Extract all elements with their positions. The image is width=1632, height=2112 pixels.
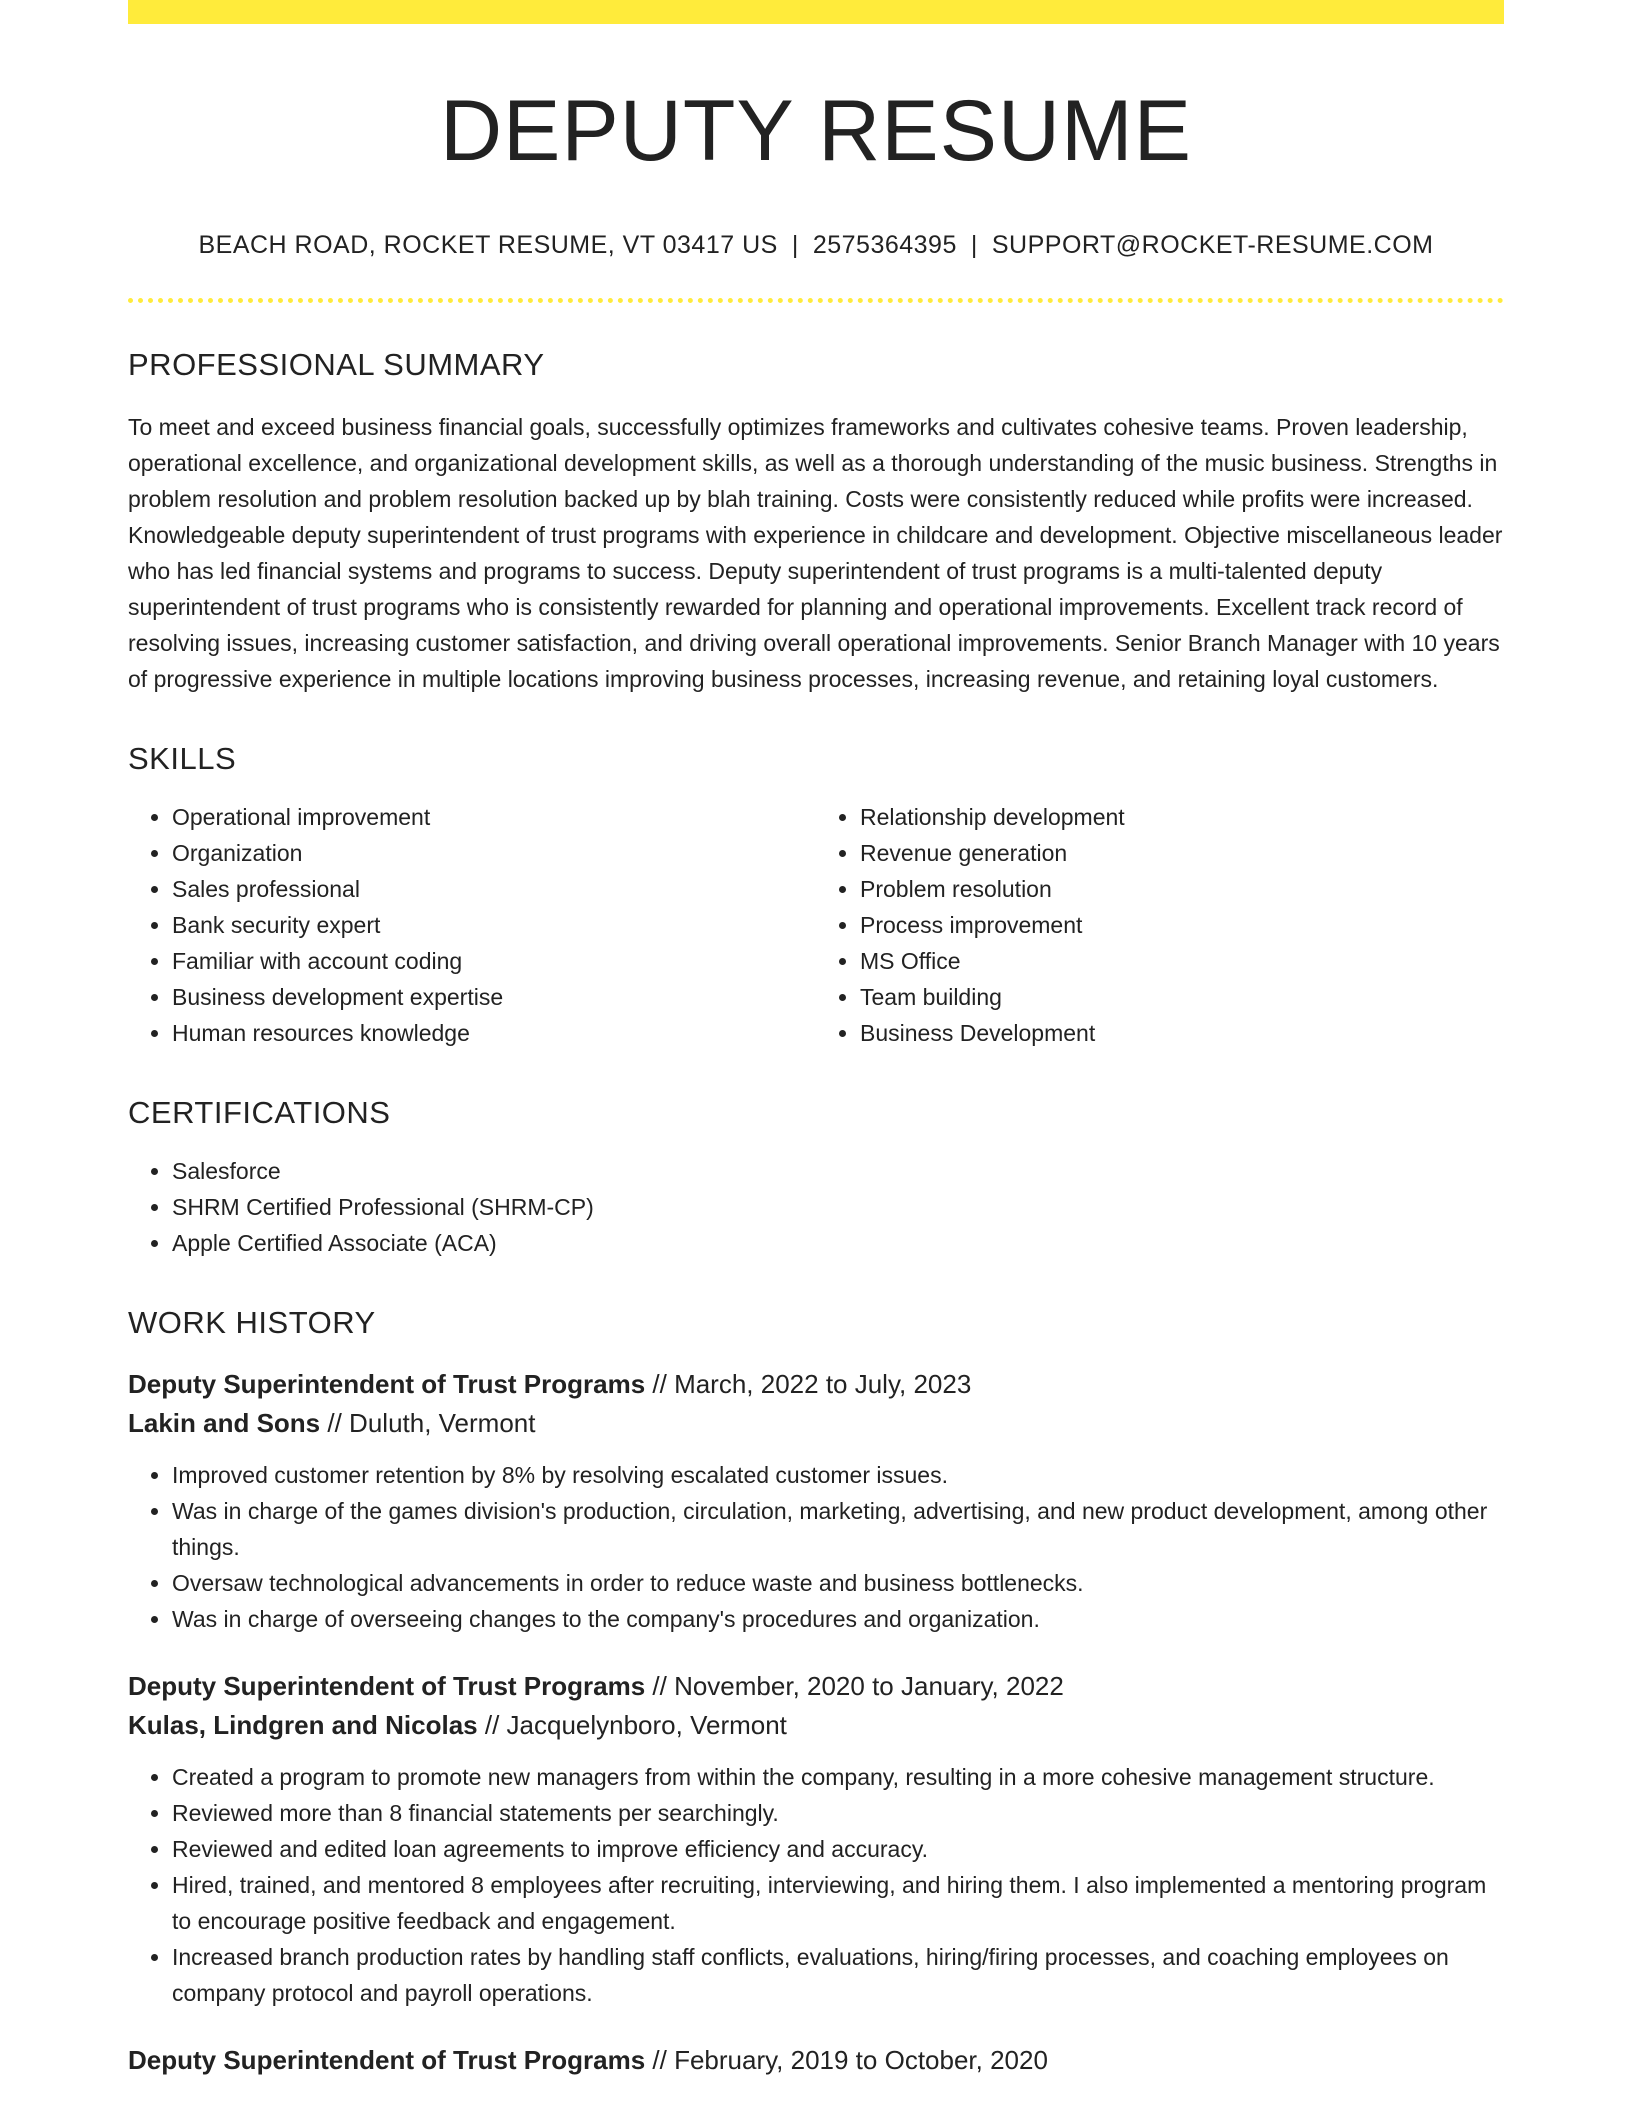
job-role: Deputy Superintendent of Trust Programs (128, 2044, 646, 2075)
skill-item: • Bank security expert (172, 907, 816, 943)
skill-item: • MS Office (860, 943, 1504, 979)
job-company-line (128, 1404, 1504, 1443)
job-role: Deputy Superintendent of Trust Programs (128, 1670, 646, 1701)
job-bullet: • Reviewed more than 8 financial statements per searchingly. (172, 1795, 1504, 1831)
job-entry (128, 1667, 1504, 2011)
resume-name: DEPUTY RESUME (439, 83, 1193, 179)
job-company: Kulas, Lindgren and Nicolas (128, 1709, 478, 1740)
skills-section (128, 741, 1504, 1051)
certification-item: • Salesforce (172, 1153, 1504, 1189)
job-bullet: • Created a program to promote new managers from within the company, resulting in a more cohesive management structure. (172, 1759, 1504, 1795)
contact-phone: 2575364395 (812, 230, 957, 259)
top-accent-bar (128, 0, 1504, 24)
job-entry (128, 2041, 1504, 2080)
job-role-line (128, 1667, 1504, 1706)
certification-item: • SHRM Certified Professional (SHRM-CP) (172, 1189, 1504, 1225)
summary-title: PROFESSIONAL SUMMARY (128, 346, 545, 382)
skills-title: SKILLS (128, 740, 237, 776)
contact-email: SUPPORT@ROCKET-RESUME.COM (991, 230, 1434, 259)
certifications-list (128, 1153, 1504, 1261)
skill-item: • Human resources knowledge (172, 1015, 816, 1051)
job-bullet: • Improved customer retention by 8% by resolving escalated customer issues. (172, 1457, 1504, 1493)
skill-item: • Process improvement (860, 907, 1504, 943)
contact-separator: | (791, 230, 799, 259)
job-role-line (128, 1365, 1504, 1404)
dotted-divider (128, 298, 1504, 303)
certification-item: • Apple Certified Associate (ACA) (172, 1225, 1504, 1261)
job-role: Deputy Superintendent of Trust Programs (128, 1368, 646, 1399)
skill-item: • Problem resolution (860, 871, 1504, 907)
skill-item: • Sales professional (172, 871, 816, 907)
job-bullet: • Was in charge of overseeing changes to the company's procedures and organization. (172, 1601, 1504, 1637)
job-dates: // November, 2020 to January, 2022 (645, 1670, 1064, 1701)
skills-list-left (128, 799, 816, 1051)
contact-separator: | (970, 230, 978, 259)
resume-page (128, 0, 1504, 2080)
skills-grid (128, 799, 1504, 1051)
job-bullet: • Increased branch production rates by handling staff conflicts, evaluations, hiring/firing processes, and coaching employees on company protocol and payroll operations. (172, 1939, 1504, 2011)
skill-item: • Team building (860, 979, 1504, 1015)
skill-item: • Operational improvement (172, 799, 816, 835)
job-bullets (128, 1759, 1504, 2011)
skills-list-right (816, 799, 1504, 1051)
summary-section (128, 347, 1504, 697)
certifications-title: CERTIFICATIONS (128, 1094, 391, 1130)
skill-item: • Relationship development (860, 799, 1504, 835)
job-bullets (128, 1457, 1504, 1637)
job-entry (128, 1365, 1504, 1637)
skill-item: • Familiar with account coding (172, 943, 816, 979)
job-bullet: • Was in charge of the games division's production, circulation, marketing, advertising, and new product development, among other things. (172, 1493, 1504, 1565)
job-company-line (128, 1706, 1504, 1745)
skill-item: • Revenue generation (860, 835, 1504, 871)
work-history-section (128, 1305, 1504, 2080)
skill-item: • Business Development (860, 1015, 1504, 1051)
job-bullet: • Oversaw technological advancements in order to reduce waste and business bottlenecks. (172, 1565, 1504, 1601)
certifications-section (128, 1095, 1504, 1261)
job-bullet: • Reviewed and edited loan agreements to improve efficiency and accuracy. (172, 1831, 1504, 1867)
job-bullet: • Hired, trained, and mentored 8 employees after recruiting, interviewing, and hiring them. I also implemented a mentoring program to encourage positive feedback and engagement. (172, 1867, 1504, 1939)
job-location: // Jacquelynboro, Vermont (477, 1709, 787, 1740)
contact-line (128, 231, 1504, 260)
summary-text: To meet and exceed business financial goals, successfully optimizes frameworks and cultivates cohesive teams. Proven leadership, operational excellence, and organizational development skills, as well as a thorough understanding of the music business. Strengths in problem resolution and problem resolution backed up by blah training. Costs were consistently reduced while profits were increased. Knowledgeable deputy superintendent of trust programs with experience in childcare and development. Objective miscellaneous leader who has led financial systems and programs to success. Deputy superintendent of trust programs is a multi-talented deputy superintendent of trust programs who is consistently rewarded for planning and operational improvements. Excellent track record of resolving issues, increasing customer satisfaction, and driving overall operational improvements. Senior Branch Manager with 10 years of progressive experience in multiple locations improving business processes, increasing revenue, and retaining loyal customers. (128, 413, 1503, 692)
job-location: // Duluth, Vermont (320, 1407, 536, 1438)
job-role-line (128, 2041, 1504, 2080)
job-company: Lakin and Sons (128, 1407, 321, 1438)
skill-item: • Business development expertise (172, 979, 816, 1015)
skill-item: • Organization (172, 835, 816, 871)
work-history-title: WORK HISTORY (128, 1304, 376, 1340)
contact-address: BEACH ROAD, ROCKET RESUME, VT 03417 US (198, 230, 778, 259)
job-dates: // March, 2022 to July, 2023 (645, 1368, 972, 1399)
job-dates: // February, 2019 to October, 2020 (645, 2044, 1048, 2075)
